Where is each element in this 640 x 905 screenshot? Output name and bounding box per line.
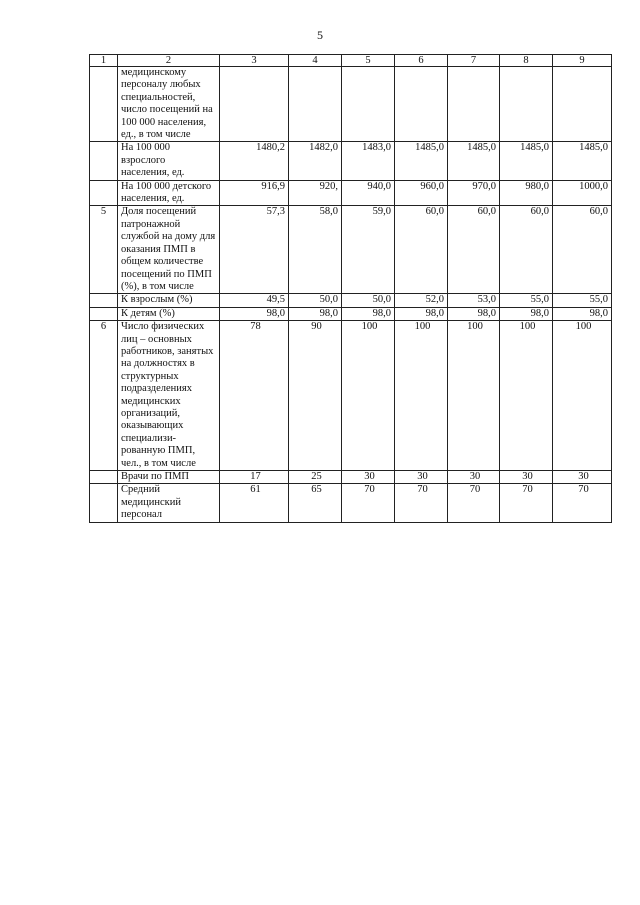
table-row xyxy=(90,471,612,484)
cell-value: 55,0 xyxy=(553,294,612,307)
cell-value: 98,0 xyxy=(220,307,289,320)
row-label: К детям (%) xyxy=(118,307,220,320)
cell-value: 52,0 xyxy=(395,294,448,307)
cell-value: 17 xyxy=(220,471,289,484)
table-row xyxy=(90,206,612,294)
cell-value: 98,0 xyxy=(395,307,448,320)
cell-value: 98,0 xyxy=(553,307,612,320)
table-row xyxy=(90,484,612,522)
cell-value: 1482,0 xyxy=(289,142,342,180)
row-label: медицинскому персоналу любых специальностей, число посещений на 100 000 населения, ед., в том числе xyxy=(118,67,220,142)
row-label: На 100 000 детского населения, ед. xyxy=(118,180,220,206)
page-number: 5 xyxy=(317,28,323,42)
cell-value: 30 xyxy=(395,471,448,484)
cell-value xyxy=(500,67,553,142)
table-row xyxy=(90,180,612,206)
row-label: Врачи по ПМП xyxy=(118,471,220,484)
cell-value: 60,0 xyxy=(448,206,500,294)
cell-value: 960,0 xyxy=(395,180,448,206)
cell-value: 25 xyxy=(289,471,342,484)
table-row xyxy=(90,294,612,307)
cell-value xyxy=(342,67,395,142)
cell-value: 1485,0 xyxy=(553,142,612,180)
cell-value: 1480,2 xyxy=(220,142,289,180)
cell-value: 30 xyxy=(500,471,553,484)
cell-value: 90 xyxy=(289,321,342,471)
cell-value: 920, xyxy=(289,180,342,206)
cell-value: 916,9 xyxy=(220,180,289,206)
row-number xyxy=(90,294,118,307)
cell-value: 50,0 xyxy=(289,294,342,307)
cell-value: 100 xyxy=(395,321,448,471)
cell-value: 100 xyxy=(553,321,612,471)
cell-value xyxy=(448,67,500,142)
cell-value xyxy=(395,67,448,142)
row-number: 6 xyxy=(90,321,118,471)
cell-value: 100 xyxy=(448,321,500,471)
cell-value: 50,0 xyxy=(342,294,395,307)
column-header: 7 xyxy=(448,55,500,67)
cell-value: 70 xyxy=(500,484,553,522)
column-header: 1 xyxy=(90,55,118,67)
cell-value: 53,0 xyxy=(448,294,500,307)
cell-value: 98,0 xyxy=(289,307,342,320)
cell-value xyxy=(553,67,612,142)
column-header: 9 xyxy=(553,55,612,67)
cell-value: 60,0 xyxy=(395,206,448,294)
cell-value: 57,3 xyxy=(220,206,289,294)
cell-value xyxy=(289,67,342,142)
row-label: К взрослым (%) xyxy=(118,294,220,307)
cell-value: 1485,0 xyxy=(395,142,448,180)
cell-value: 1483,0 xyxy=(342,142,395,180)
cell-value: 60,0 xyxy=(553,206,612,294)
column-header: 4 xyxy=(289,55,342,67)
row-label: Средний медицинский персонал xyxy=(118,484,220,522)
row-label: Доля посещений патронажной службой на дому для оказания ПМП в общем количестве посещений по ПМП (%), в том числе xyxy=(118,206,220,294)
cell-value: 59,0 xyxy=(342,206,395,294)
table-row xyxy=(90,307,612,320)
cell-value: 55,0 xyxy=(500,294,553,307)
row-number xyxy=(90,471,118,484)
cell-value: 30 xyxy=(448,471,500,484)
cell-value: 970,0 xyxy=(448,180,500,206)
indicators-table xyxy=(89,54,612,523)
table-row xyxy=(90,321,612,471)
row-number: 5 xyxy=(90,206,118,294)
row-number xyxy=(90,180,118,206)
header-row xyxy=(90,55,612,67)
cell-value: 980,0 xyxy=(500,180,553,206)
cell-value: 98,0 xyxy=(448,307,500,320)
cell-value: 1485,0 xyxy=(500,142,553,180)
cell-value: 65 xyxy=(289,484,342,522)
column-header: 8 xyxy=(500,55,553,67)
cell-value: 49,5 xyxy=(220,294,289,307)
cell-value: 70 xyxy=(395,484,448,522)
table-row xyxy=(90,142,612,180)
cell-value: 70 xyxy=(448,484,500,522)
cell-value: 70 xyxy=(553,484,612,522)
cell-value: 100 xyxy=(342,321,395,471)
row-number xyxy=(90,307,118,320)
column-header: 3 xyxy=(220,55,289,67)
cell-value: 100 xyxy=(500,321,553,471)
row-number xyxy=(90,67,118,142)
cell-value: 1000,0 xyxy=(553,180,612,206)
table-row xyxy=(90,67,612,142)
cell-value: 98,0 xyxy=(500,307,553,320)
cell-value: 30 xyxy=(342,471,395,484)
cell-value: 61 xyxy=(220,484,289,522)
cell-value: 1485,0 xyxy=(448,142,500,180)
column-header: 5 xyxy=(342,55,395,67)
cell-value: 60,0 xyxy=(500,206,553,294)
cell-value: 70 xyxy=(342,484,395,522)
table-body xyxy=(90,55,612,523)
row-number xyxy=(90,484,118,522)
column-header: 6 xyxy=(395,55,448,67)
cell-value: 78 xyxy=(220,321,289,471)
row-label: На 100 000 взрослого населения, ед. xyxy=(118,142,220,180)
column-header: 2 xyxy=(118,55,220,67)
cell-value xyxy=(220,67,289,142)
cell-value: 98,0 xyxy=(342,307,395,320)
row-number xyxy=(90,142,118,180)
cell-value: 940,0 xyxy=(342,180,395,206)
row-label: Число физических лиц – основных работников, занятых на должностях в структурных подразделениях медицинских организаций, оказывающих специализи-рованную ПМП, чел., в том числе xyxy=(118,321,220,471)
cell-value: 58,0 xyxy=(289,206,342,294)
cell-value: 30 xyxy=(553,471,612,484)
